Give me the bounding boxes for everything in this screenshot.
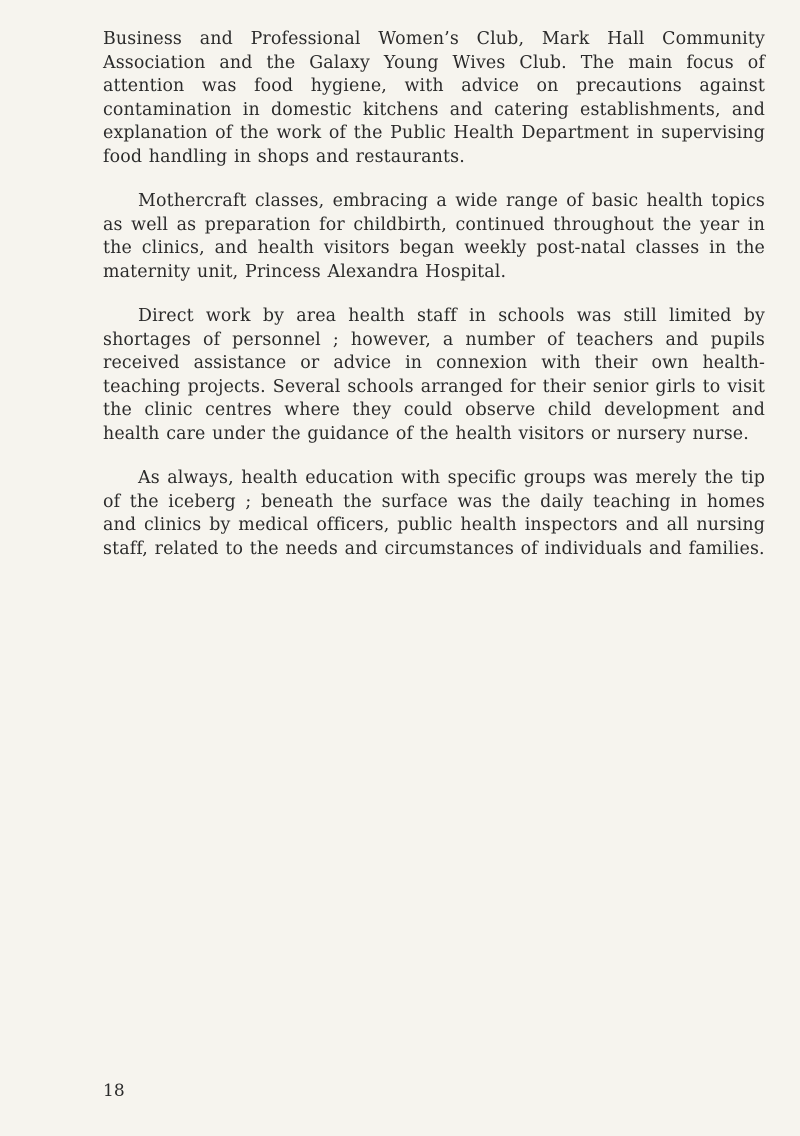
paragraph-schools: Direct work by area health staff in schools was still limited by shortages of personnel ; however, a number of teachers and pupils received assistance or advice in connexion with their own health-teaching projects. Several schools arranged for their senior girls to visit the clinic centres where they could observe child development and health care under the guidance of the health visitors or nursery nurse. — [103, 306, 765, 444]
paragraph-mothercraft: Mothercraft classes, embracing a wide range of basic health topics as well as preparation for childbirth, continued throughout the year in the clinics, and health visitors began weekly post-natal classes in the maternity unit, Princess Alexandra Hospital. — [103, 191, 765, 282]
paragraph-continuation: Business and Professional Women’s Club, Mark Hall Community Association and the Galaxy Young Wives Club. The main focus of attention was food hygiene, with advice on precautions against contamination in domestic kitchens and catering establishments, and explanation of the work of the Public Health Department in supervising food handling in shops and restaurants. — [103, 29, 765, 167]
paragraph-iceberg: As always, health education with specific groups was merely the tip of the iceberg ; beneath the surface was the daily teaching in homes and clinics by medical officers, public health inspectors and all nursing staff, related to the needs and circumstances of individuals and families. — [103, 468, 765, 559]
document-body — [103, 28, 765, 582]
page-number: 18 — [103, 1081, 125, 1101]
